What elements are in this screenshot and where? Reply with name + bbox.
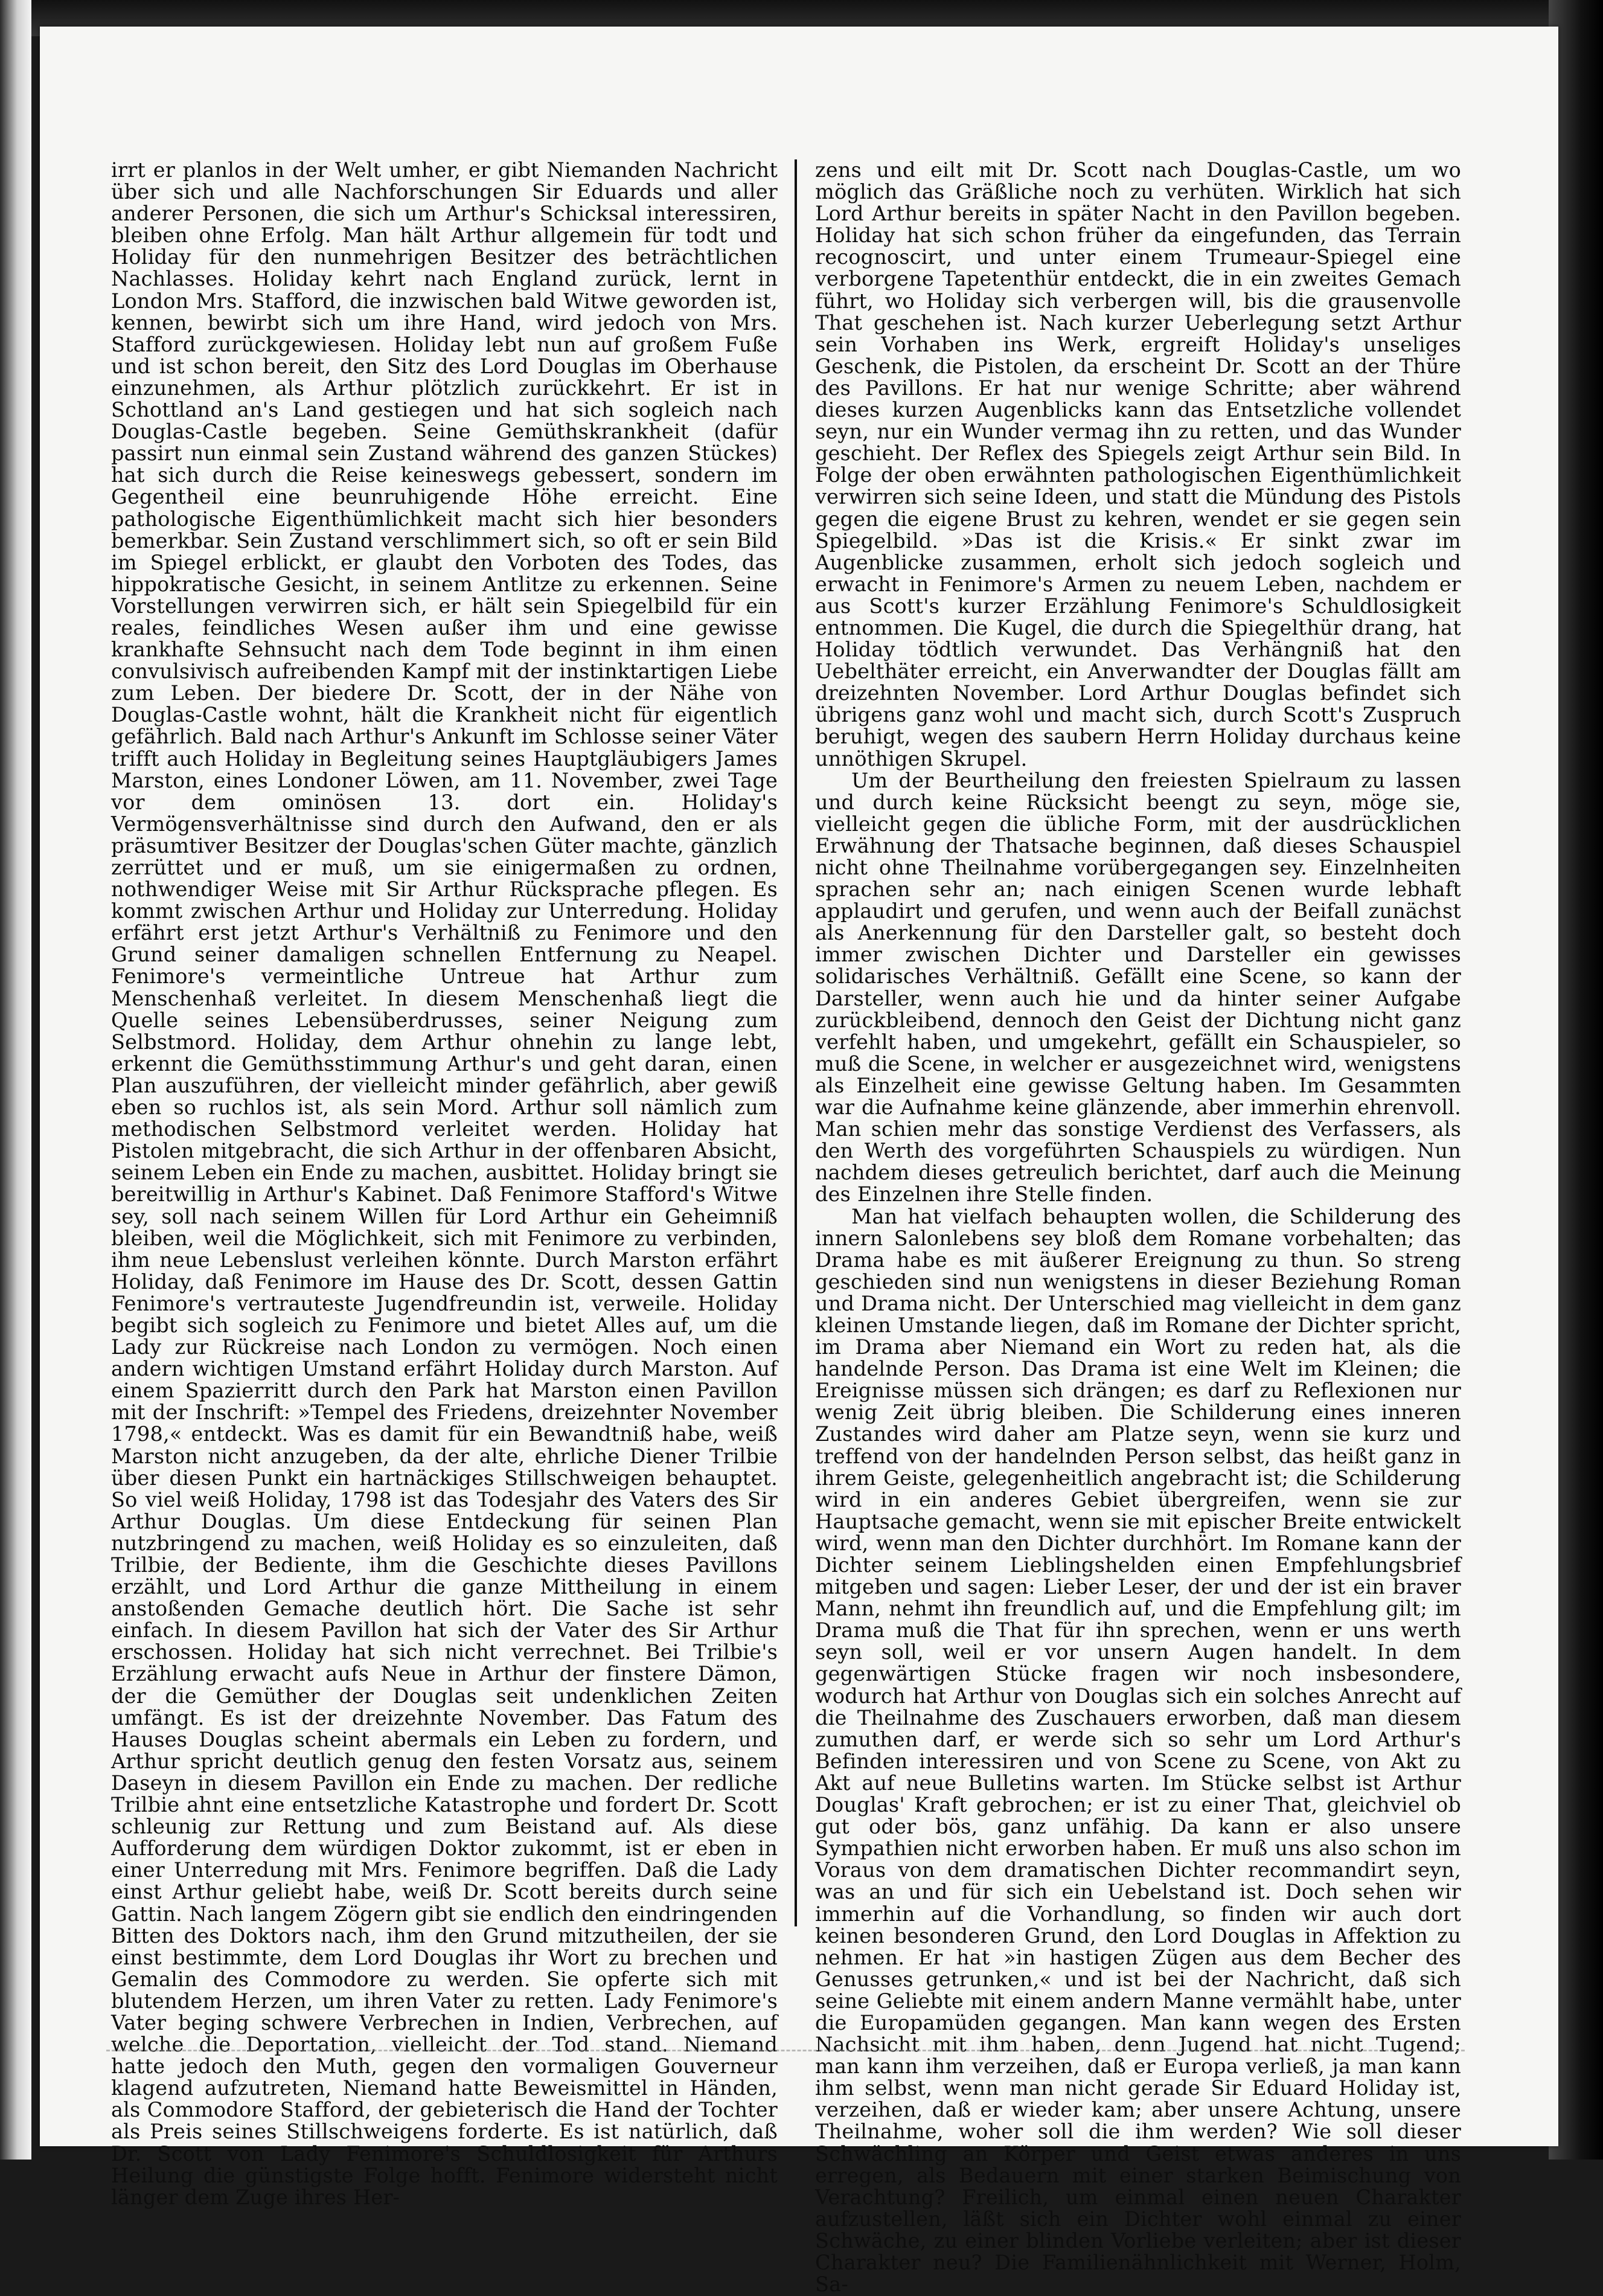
left-text-column bbox=[111, 158, 778, 2209]
right-column-paragraph-1: zens und eilt mit Dr. Scott nach Douglas-Castle, um wo möglich das Gräßliche noch zu verhüten. Wirklich hat sich Lord Arthur bereits in später Nacht in den Pavillon begeben. Holiday hat sich schon früher da eingefunden, das Terrain recognoscirt, und unter einem Trumeaur-Spiegel eine verborgene Tapetenthür entdeckt, die in ein zweites Gemach führt, wo Holiday sich verbergen will, bis die grausenvolle That geschehen ist. Nach kurzer Ueberlegung setzt Arthur sein Vorhaben ins Werk, ergreift Holiday's unseliges Geschenk, die Pistolen, da erscheint Dr. Scott an der Thüre des Pavillons. Er hat nur wenige Schritte; aber während dieses kurzen Augenblicks kann das Entsetzliche vollendet seyn, nur ein Wunder vermag ihn zu retten, und das Wunder geschieht. Der Reflex des Spiegels zeigt Arthur sein Bild. In Folge der oben erwähnten pathologischen Eigenthümlichkeit verwirren sich seine Ideen, und statt die Mündung des Pistols gegen die eigene Brust zu kehren, wendet er sie gegen sein Spiegelbild. »Das ist die Krisis.« Er sinkt zwar im Augenblicke zusammen, erholt sich jedoch sogleich und erwacht in Fenimore's Armen zu neuem Leben, nachdem er aus Scott's kurzer Erzählung Fenimore's Schuldlosigkeit entnommen. Die Kugel, die durch die Spiegelthür drang, hat Holiday tödtlich verwundet. Das Verhängniß hat den Uebelthäter erreicht, ein Anverwandter der Douglas fällt am dreizehnten November. Lord Arthur Douglas befindet sich übrigens ganz wohl und macht sich, durch Scott's Zuspruch beruhigt, wegen des saubern Herrn Holiday durchaus keine unnöthigen Skrupel. bbox=[815, 158, 1461, 771]
facing-page-edge bbox=[0, 0, 31, 2160]
page-bottom-rule bbox=[106, 2050, 1465, 2056]
document-page bbox=[40, 27, 1558, 2296]
column-divider bbox=[795, 159, 797, 1926]
right-column-paragraph-3: Man hat vielfach behaupten wollen, die Schilderung des innern Salonlebens sey bloß dem Romane vorbehalten; das Drama habe es mit äußerer Ereignung zu thun. So streng geschieden sind nun wenigstens in dieser Beziehung Roman und Drama nicht. Der Unterschied mag vielleicht in dem ganz kleinen Umstande liegen, daß im Romane der Dichter spricht, im Drama aber Niemand ein Wort zu reden hat, als die handelnde Person. Das Drama ist eine Welt im Kleinen; die Ereignisse müssen sich drängen; es darf zu Reflexionen nur wenig Zeit übrig bleiben. Die Schilderung eines inneren Zustandes wird daher am Platze seyn, wenn sie kurz und treffend von der handelnden Person selbst, das heißt ganz in ihrem Geiste, gelegenheitlich angebracht ist; die Schilderung wird in ein anderes Gebiet übergreifen, wenn sie zur Hauptsache gemacht, wenn sie mit epischer Breite entwickelt wird, wenn man den Dichter durchhört. Im Romane kann der Dichter seinem Lieblingshelden einen Empfehlungsbrief mitgeben und sagen: Lieber Leser, der und der ist ein braver Mann, nehmt ihn freundlich auf, und die Empfehlung gilt; im Drama muß die That für ihn sprechen, wenn er uns werth seyn soll, weil er vor unsern Augen handelt. In dem gegenwärtigen Stücke fragen wir noch insbesondere, wodurch hat Arthur von Douglas sich ein solches Anrecht auf die Theilnahme des Zuschauers erworben, daß man diesem zumuthen darf, er werde sich so sehr um Lord Arthur's Befinden interessiren und von Scene zu Scene, von Akt zu Akt auf neue Bulletins warten. Im Stücke selbst ist Arthur Douglas' Kraft gebrochen; er ist zu einer That, gleichviel ob gut oder bös, ganz unfähig. Da kann er also unsere Sympathien nicht erworben haben. Er muß uns also schon im Voraus von dem dramatischen Dichter recommandirt seyn, was an und für sich ein Uebelstand ist. Doch sehen wir immerhin auf die Vorhandlung, so finden wir auch dort keinen besonderen Grund, den Lord Douglas in Affektion zu nehmen. Er hat »in hastigen Zügen aus dem Becher des Genusses getrunken,« und ist bei der Nachricht, daß sich seine Geliebte mit einem andern Manne vermählt habe, unter die Europamüden gegangen. Man kann wegen des Ersten Nachsicht mit ihm haben, denn Jugend hat nicht Tugend; man kann ihm verzeihen, daß er Europa verließ, ja man kann ihm selbst, wenn man nicht gerade Sir Eduard Holiday ist, verzeihen, daß er wieder kam; aber unsere Achtung, unsere Theilnahme, woher soll die ihm werden? Wie soll dieser Schwächling an Körper und Geist etwas anderes in uns erregen, als Bedauern mit einer starken Beimischung von Verachtung? Freilich, um einmal einen neuen Charakter aufzustellen, läßt sich ein Dichter wohl einmal zu einer Schwäche, zu einer blinden Vorliebe verleiten; aber ist dieser Charakter neu? Die Familienähnlichkeit mit Werner, Holm, Sa- bbox=[815, 1204, 1461, 2296]
right-column-paragraph-2: Um der Beurtheilung den freiesten Spielraum zu lassen und durch keine Rücksicht beengt zu seyn, möge sie, vielleicht gegen die übliche Form, mit der ausdrücklichen Erwähnung der Thatsache beginnen, daß dieses Schauspiel nicht ohne Theilnahme vorübergegangen sey. Einzelnheiten sprachen sehr an; nach einigen Scenen wurde lebhaft applaudirt und gerufen, und wenn auch der Beifall zunächst als Anerkennung für den Darsteller galt, so besteht doch immer zwischen Dichter und Darsteller ein gewisses solidarisches Verhältniß. Gefällt eine Scene, so kann der Darsteller, wenn auch hie und da hinter seiner Aufgabe zurückbleibend, dennoch den Geist der Dichtung nicht ganz verfehlt haben, und umgekehrt, gefällt ein Schauspieler, so muß die Scene, in welcher er ausgezeichnet wird, wenigstens als Einzelheit eine gewisse Geltung haben. Im Gesammten war die Aufnahme keine glänzende, aber immerhin ehrenvoll. Man schien mehr das sonstige Verdienst des Verfassers, als den Werth des vorgeführten Schauspiels zu würdigen. Nun nachdem dieses getreulich berichtet, darf auch die Meinung des Einzelnen ihre Stelle finden. bbox=[815, 768, 1461, 1207]
left-column-paragraph: irrt er planlos in der Welt umher, er gibt Niemanden Nachricht über sich und alle Nachforschungen Sir Eduards und aller anderer Personen, die sich um Arthur's Schicksal interessiren, bleiben ohne Erfolg. Man hält Arthur allgemein für todt und Holiday für den nunmehrigen Besitzer des beträchtlichen Nachlasses. Holiday kehrt nach England zurück, lernt in London Mrs. Stafford, die inzwischen bald Witwe geworden ist, kennen, bewirbt sich um ihre Hand, wird jedoch von Mrs. Stafford zurückgewiesen. Holiday lebt nun auf großem Fuße und ist schon bereit, den Sitz des Lord Douglas im Oberhause einzunehmen, als Arthur plötzlich zurückkehrt. Er ist in Schottland an's Land gestiegen und hat sich sogleich nach Douglas-Castle begeben. Seine Gemüthskrankheit (dafür passirt nun einmal sein Zustand während des ganzen Stückes) hat sich durch die Reise keineswegs gebessert, sondern im Gegentheil eine beunruhigende Höhe erreicht. Eine pathologische Eigenthümlichkeit macht sich hier besonders bemerkbar. Sein Zustand verschlimmert sich, so oft er sein Bild im Spiegel erblickt, er glaubt den Vorboten des Todes, das hippokratische Gesicht, in seinem Antlitze zu erkennen. Seine Vorstellungen verwirren sich, er hält sein Spiegelbild für ein reales, feindliches Wesen außer ihm und eine gewisse krankhafte Sehnsucht nach dem Tode beginnt in ihm einen convulsivisch aufreibenden Kampf mit der instinktartigen Liebe zum Leben. Der biedere Dr. Scott, der in der Nähe von Douglas-Castle wohnt, hält die Krankheit nicht für eigentlich gefährlich. Bald nach Arthur's Ankunft im Schlosse seiner Väter trifft auch Holiday in Begleitung seines Hauptgläubigers James Marston, eines Londoner Löwen, am 11. November, zwei Tage vor dem ominösen 13. dort ein. Holiday's Vermögensverhältnisse sind durch den Aufwand, den er als präsumtiver Besitzer der Douglas'schen Güter machte, gänzlich zerrüttet und er muß, um sie einigermaßen zu ordnen, nothwendiger Weise mit Sir Arthur Rücksprache pflegen. Es kommt zwischen Arthur und Holiday zur Unterredung. Holiday erfährt erst jetzt Arthur's Verhältniß zu Fenimore und den Grund seiner damaligen schnellen Entfernung zu Neapel. Fenimore's vermeintliche Untreue hat Arthur zum Menschenhaß verleitet. In diesem Menschenhaß liegt die Quelle seines Lebensüberdrusses, seiner Neigung zum Selbstmord. Holiday, dem Arthur ohnehin zu lange lebt, erkennt die Gemüthsstimmung Arthur's und geht daran, einen Plan auszuführen, der vielleicht minder gefährlich, aber gewiß eben so ruchlos ist, als sein Mord. Arthur soll nämlich zum methodischen Selbstmord verleitet werden. Holiday hat Pistolen mitgebracht, die sich Arthur in der offenbaren Absicht, seinem Leben ein Ende zu machen, ausbittet. Holiday bringt sie bereitwillig in Arthur's Kabinet. Daß Fenimore Stafford's Witwe sey, soll nach seinem Willen für Lord Arthur ein Geheimniß bleiben, weil die Möglichkeit, sich mit Fenimore zu verbinden, ihm neue Lebenslust verleihen könnte. Durch Marston erfährt Holiday, daß Fenimore im Hause des Dr. Scott, dessen Gattin Fenimore's vertrauteste Jugendfreundin ist, verweile. Holiday begibt sich sogleich zu Fenimore und bietet Alles auf, um die Lady zur Rückreise nach London zu vermögen. Noch einen andern wichtigen Umstand erfährt Holiday durch Marston. Auf einem Spazierritt durch den Park hat Marston einen Pavillon mit der Inschrift: »Tempel des Friedens, dreizehnter November 1798,« entdeckt. Was es damit für ein Bewandtniß habe, weiß Marston nicht anzugeben, da der alte, ehrliche Diener Trilbie über diesen Punkt ein hartnäckiges Stillschweigen behauptet. So viel weiß Holiday, 1798 ist das Todesjahr des Vaters des Sir Arthur Douglas. Um diese Entdeckung für seinen Plan nutzbringend zu machen, weiß Holiday es so einzuleiten, daß Trilbie, der Bediente, ihm die Geschichte dieses Pavillons erzählt, und Lord Arthur die ganze Mittheilung in einem anstoßenden Gemache deutlich hört. Die Sache ist sehr einfach. In diesem Pavillon hat sich der Vater des Sir Arthur erschossen. Holiday hat sich nicht verrechnet. Bei Trilbie's Erzählung erwacht aufs Neue in Arthur der finstere Dämon, der die Gemüther der Douglas seit undenklichen Zeiten umfängt. Es ist der dreizehnte November. Das Fatum des Hauses Douglas scheint abermals ein Leben zu fordern, und Arthur spricht deutlich genug den festen Vorsatz aus, seinem Daseyn in diesem Pavillon ein Ende zu machen. Der redliche Trilbie ahnt eine entsetzliche Katastrophe und fordert Dr. Scott schleunig zur Rettung und zum Beistand auf. Als diese Aufforderung dem würdigen Doktor zukommt, ist er eben in einer Unterredung mit Mrs. Fenimore begriffen. Daß die Lady einst Arthur geliebt habe, weiß Dr. Scott bereits durch seine Gattin. Nach langem Zögern gibt sie endlich den eindringenden Bitten des Doktors nach, ihm den Grund mitzutheilen, der sie einst bestimmte, dem Lord Douglas ihr Wort zu brechen und Gemalin des Commodore zu werden. Sie opferte sich mit blutendem Herzen, um ihren Vater zu retten. Lady Fenimore's Vater beging schwere Verbrechen in Indien, Verbrechen, auf welche die Deportation, vielleicht der Tod stand. Niemand hatte jedoch den Muth, gegen den vormaligen Gouverneur klagend aufzutreten, Niemand hatte Beweismittel in Händen, als Commodore Stafford, der gebieterisch die Hand der Tochter als Preis seines Stillschweigens forderte. Es ist natürlich, daß Dr. Scott von Lady Fenimore's Schuldlosigkeit für Arthurs Heilung die günstigste Folge hofft. Fenimore widersteht nicht länger dem Zuge ihres Her- bbox=[111, 158, 778, 2209]
right-text-column bbox=[815, 158, 1461, 2296]
